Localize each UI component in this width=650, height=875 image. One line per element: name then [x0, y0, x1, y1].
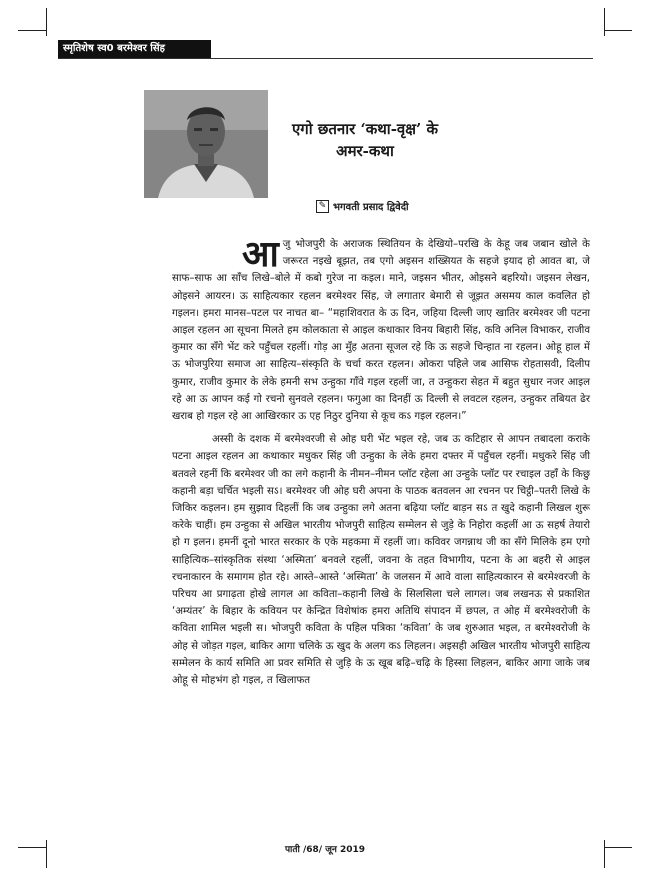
author-byline [316, 199, 409, 213]
page-footer: पाती /68/ जून 2019 [284, 845, 366, 855]
article-body [172, 233, 590, 689]
article-title [260, 118, 470, 162]
crop-mark [604, 30, 632, 31]
paragraph [172, 233, 590, 425]
crop-mark [604, 8, 605, 36]
header-divider [58, 58, 593, 59]
running-header: स्मृतिशेष स्व0 बरमेश्वर सिंह [58, 40, 211, 58]
title-line: अमर-कथा [336, 142, 394, 160]
crop-mark [18, 30, 46, 31]
author-name: भगवती प्रसाद द्विवेदी [333, 202, 409, 213]
drop-cap: आ [242, 233, 279, 275]
paragraph-text: जु भोजपुरी के अराजक स्थितियन के देखियो–परखि के केहू जब जबान खोले के जरूरत नइखे बूझत, तब एगो अइसन शख्सियत के सहजे इयाद हो आवत बा, जे साफ–साफ आ साँच लिखे–बोले में कबो गुरेज ना कइल। माने, जइसन भीतर, ओइसने बहरियो। जइसन लेखन, ओइसने आयरन। ऊ साहित्यकार रहलन बरमेश्वर सिंह, जे लगातार बेमारी से जूझत असमय काल कवलित हो गइलन। हमरा मानस–पटल पर नाचत बा– “महाशिवरात के ऊ दिन, जहिया दिल्ली जाए खातिर बरमेश्वर जी पटना आइल रहलन आ सूचना मिलते हम कोलकाता से आइल कथाकार विनय बिहारी सिंह, कवि अनिल विभाकर, राजीव कुमार का सँगे भेंट करे पहुँचल रहलीं। गोड़ आ मुँह अतना सूजल रहे कि ऊ सहजे चिन्हात ना रहलन। ओहू हाल में ऊ भोजपुरिया समाज आ साहित्य–संस्कृति के चर्चा करत रहलन। ओकरा पहिले जब आसिफ रोहतासवी, दिलीप कुमार, राजीव कुमार के लेके हमनी सभ उन्हुका गाँवे गइल रहलीं जा, त उन्हुकरा सेहत में बहुत सुधार नजर आइल रहे आ ऊ आपन कई गो रचनो सुनवले रहलन। फगुआ का दिनहीं ऊ दिल्ली से लवटल रहलन, उन्हुकर तबियत ढेर खराब हो गइल रहे आ आखिरकार ऊ एह निठुर दुनिया से कूच कऽ गइल रहलन।” [172, 239, 590, 423]
author-portrait [144, 90, 268, 198]
paragraph: अस्सी के दशक में बरमेश्वरजी से ओह घरी भेंट भइल रहे, जब ऊ कटिहार से आपन तबादला कराके पटना आइल रहलन आ कथाकार मधुकर सिंह जी उन्हुका के लेके हमरा दफ्तर में पहुँचल रहनीं। मधुकरे सिंह जी बतवले रहनीं कि बरमेश्वर जी का लगे कहानी के नीमन–नीमन प्लॉट रहेला आ उन्हुके प्लॉट पर रचाइल उहाँ के किछु कहानी बड़ा चर्चित भइली सऽ। बरमेश्वर जी ओह घरी अपना के पाठक बतवलन आ रचनन पर चिट्ठी–पतरी लिखे के जिकिर कइलन। हम सुझाव दिहलीं कि जब उन्हुका लगे अतना बढ़िया प्लॉट बाड़न सऽ त खुदे कहानी लिखल शुरू करेके चाहीं। हम उन्हुका से अखिल भारतीय भोजपुरी साहित्य सम्मेलन से जुड़े के निहोरा कइलीं आ ऊ सहर्ष तेयारो हो ग इलन। हमनीं दूनो भारत सरकार के एके महकमा में रहलीं जा। कविवर जगन्नाथ जी का सँगे मिलिके हम एगो साहित्यिक–सांस्कृतिक संस्था ‘अस्मिता’ बनवले रहलीं, जवना के तहत विभागीय, पटना के आ बहरी से आइल रचनाकारन के समागम होत रहे। आस्ते–आस्ते ‘अस्मिता’ के जलसन में आवे वाला साहित्यकारन से बरमेश्वरजी के परिचय आ प्रगाढ़ता होखे लागल आ कविता–कहानी लिखे के सिलसिला चले लागल। जब लखनऊ से प्रकाशित ‘अम्यंतर’ के बिहार के कवियन पर केन्द्रित विशेषांक हमरा अतिथि संपादन में छपल, त ओह में बरमेश्वरोजी के कविता शामिल भइली स। भोजपुरी कविता के पहिल पत्रिका ‘कविता’ के जब शुरुआत भइल, त बरमेश्वरोजी के ओह से जोड़त गइल, बाकिर आगा चलिके ऊ खुद के अलग कऽ लिहलन। अइसही अखिल भारतीय भोजपुरी साहित्य सम्मेलन के कार्य समिति आ प्रवर समिति से जुड़ि के ऊ खूब बढ़ि–चढ़ि के हिस्सा लिहलन, बाकिर आगा जाके जब ओहू से मोहभंग हो गइल, त खिलाफत [172, 434, 590, 687]
title-line: एगो छतनार ‘कथा-वृक्ष’ के [292, 120, 438, 138]
pen-icon: ✎ [316, 200, 329, 213]
crop-mark [46, 8, 47, 36]
